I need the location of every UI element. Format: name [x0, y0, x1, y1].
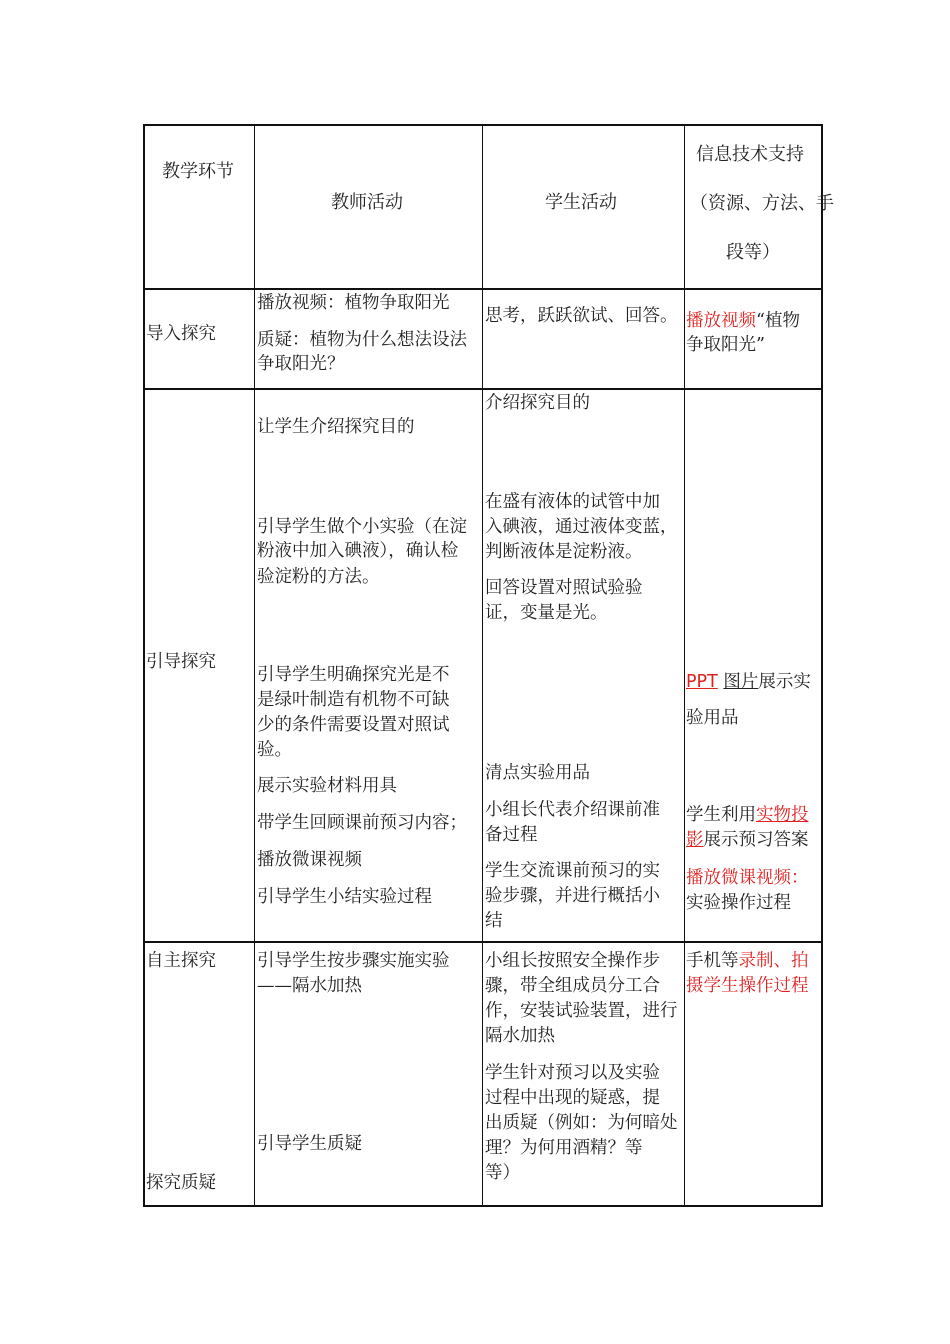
header-student: 学生活动: [545, 192, 617, 213]
tech-self-red-a: 录制、拍: [738, 951, 809, 971]
student-guide-2b: 入碘液，通过液体变蓝，: [485, 517, 678, 537]
student-self-1d: 隔水加热: [485, 1026, 555, 1046]
teacher-guide-3b: 是绿叶制造有机物不可缺: [257, 690, 450, 710]
student-self-1b: 骤，带全组成员分工合: [485, 976, 660, 996]
teacher-self-1a: 引导学生按步骤实施实验: [257, 951, 450, 971]
stage-guide: 引导探究: [146, 652, 216, 672]
teacher-guide-3a: 引导学生明确探究光是不: [257, 665, 450, 685]
picture-link[interactable]: 图片: [723, 672, 759, 692]
stage-intro: 导入探究: [146, 324, 216, 344]
teacher-guide-6: 播放微课视频: [257, 850, 362, 870]
student-self-1c: 作，安装试验装置，进行: [485, 1001, 678, 1021]
tech-self-red-b: 摄学生操作过程: [686, 976, 809, 996]
teacher-guide-3c: 少的条件需要设置对照试: [257, 715, 450, 735]
student-guide-5a: 小组长代表介绍课前准: [485, 800, 660, 820]
object-projection-link[interactable]: 实物投: [756, 805, 809, 825]
student-guide-6b: 验步骤，并进行概括小: [485, 886, 660, 906]
student-self-2e: 等）: [485, 1163, 520, 1183]
header-stage: 教学环节: [162, 161, 234, 182]
lesson-plan-table: [143, 124, 834, 1207]
student-guide-6a: 学生交流课前预习的实: [485, 861, 660, 881]
row-divider: [145, 288, 821, 290]
tech-self-line1: [686, 949, 809, 973]
student-guide-4: 清点实验用品: [485, 763, 590, 783]
tech-guide-2-pre: 学生利用: [686, 805, 756, 825]
teacher-self-1b: ——隔水加热: [257, 976, 362, 996]
tech-intro-rest-b: 争取阳光”: [686, 335, 765, 355]
student-guide-5b: 备过程: [485, 825, 538, 845]
teacher-intro-1: 播放视频：植物争取阳光: [257, 293, 450, 313]
teacher-guide-3d: 验。: [257, 740, 292, 760]
tech-guide-2-post: 展示预习答案: [703, 830, 809, 850]
tech-guide-2b: [686, 828, 809, 852]
tech-guide-1: [686, 670, 811, 694]
object-projection-link-end[interactable]: 影: [686, 830, 704, 850]
student-self-2a: 学生针对预习以及实验: [485, 1063, 660, 1083]
ppt-link[interactable]: PPT: [686, 672, 718, 692]
header-tech-line2: （资源、方法、手: [690, 193, 834, 214]
student-self-2b: 过程中出现的疑惑，提: [485, 1088, 660, 1108]
student-guide-2a: 在盛有液体的试管中加: [485, 492, 660, 512]
student-guide-3b: 证，变量是光。: [485, 603, 608, 623]
row-divider: [145, 941, 821, 943]
tech-self-pre: 手机等: [686, 951, 739, 971]
tech-intro-rest-a: “植物: [756, 311, 800, 331]
header-teacher: 教师活动: [331, 192, 403, 213]
teacher-guide-2a: 引导学生做个小实验（在淀: [257, 517, 467, 537]
stage-question: 探究质疑: [146, 1173, 216, 1193]
teacher-guide-2c: 验淀粉的方法。: [257, 567, 380, 587]
teacher-intro-2a: 质疑：植物为什么想法设法: [257, 330, 467, 350]
student-self-2c: 出质疑（例如：为何暗处: [485, 1113, 678, 1133]
student-guide-3a: 回答设置对照试验验: [485, 578, 643, 598]
tech-guide-1b: 验用品: [686, 708, 739, 728]
tech-guide-2: [686, 803, 809, 827]
student-guide-1: 介绍探究目的: [485, 393, 590, 413]
teacher-guide-5: 带学生回顾课前预习内容；: [257, 813, 467, 833]
teacher-self-2: 引导学生质疑: [257, 1134, 362, 1154]
student-guide-2c: 判断液体是淀粉液。: [485, 542, 643, 562]
tech-guide-3b: 实验操作过程: [686, 893, 791, 913]
student-guide-6c: 结: [485, 911, 503, 931]
row-divider: [145, 388, 821, 390]
tech-guide-1-rest: 展示实: [758, 672, 811, 692]
tech-intro-line1: [686, 309, 800, 333]
student-self-1a: 小组长按照安全操作步: [485, 951, 660, 971]
teacher-intro-2b: 争取阳光？: [257, 354, 345, 374]
tech-guide-3-red: 播放微课视频：: [686, 868, 809, 888]
teacher-guide-1: 让学生介绍探究目的: [257, 417, 415, 437]
header-tech-line3: 段等）: [726, 242, 780, 263]
teacher-guide-2b: 粉液中加入碘液），确认检: [257, 541, 459, 561]
student-intro-1: 思考，跃跃欲试、回答。: [485, 306, 678, 326]
teacher-guide-7: 引导学生小结实验过程: [257, 887, 432, 907]
stage-self: 自主探究: [146, 951, 216, 971]
teacher-guide-4: 展示实验材料用具: [257, 776, 397, 796]
student-self-2d: 理？为何用酒精？等: [485, 1138, 643, 1158]
tech-intro-red: 播放视频: [686, 311, 756, 331]
header-tech-line1: 信息技术支持: [696, 144, 804, 165]
